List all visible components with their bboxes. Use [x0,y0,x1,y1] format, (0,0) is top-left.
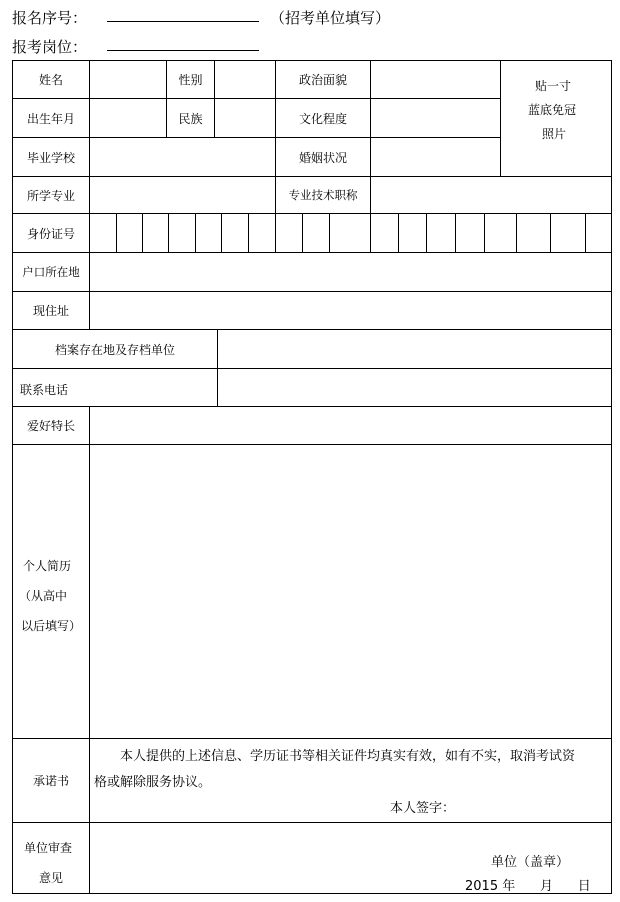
hobby-field[interactable] [90,407,611,444]
phone-label: 联系电话 [20,383,69,397]
photo-text-line3: 照片 [542,127,567,141]
resume-field[interactable] [90,445,611,738]
position-label: 报考岗位： [12,38,88,56]
name-label: 姓名 [38,73,63,87]
resume-label-line1: 个人简历 [23,559,72,573]
resume-label-line3: 以后填写） [21,619,82,633]
major-label: 所学专业 [26,188,75,203]
reg-no-field[interactable] [107,21,259,22]
signature-label: 本人签字： [390,801,456,816]
political-label: 政治面貌 [298,73,347,87]
address-field[interactable] [90,292,611,329]
resume-label [13,445,89,738]
ethnic-label: 民族 [178,111,203,126]
marital-field[interactable] [371,138,500,176]
id-number-field[interactable] [90,214,611,252]
photo-text-line2: 蓝底免冠 [528,103,577,117]
id-label: 身份证号 [26,226,75,241]
pledge-content [90,739,611,822]
marital-label: 婚姻状况 [298,150,347,165]
address-label: 现住址 [32,304,69,318]
resume-label-line2: （从高中 [19,589,68,603]
position-field[interactable] [107,50,259,51]
title-label: 专业技术职称 [288,188,358,202]
archive-field[interactable] [218,330,611,368]
education-label: 文化程度 [298,111,347,126]
date-label: 2015 年 月 日 [465,879,591,894]
hobby-label: 爱好特长 [26,419,75,433]
review-content[interactable] [90,823,611,893]
school-label: 毕业学校 [26,150,75,165]
review-label [13,823,89,893]
education-field[interactable] [371,99,500,137]
review-label-line1: 单位审查 [24,841,73,855]
name-field[interactable] [90,61,166,98]
gender-field[interactable] [215,61,275,98]
hukou-field[interactable] [90,253,611,291]
pledge-text-line2: 格或解除服务协议。 [94,775,212,790]
pledge-text-line1: 本人提供的上述信息、学历证书等相关证件均真实有效，如有不实，取消考试资 [120,749,576,764]
gender-label: 性别 [178,73,203,87]
review-label-line2: 意见 [39,871,64,885]
signature-field[interactable] [462,795,602,815]
unit-seal-label: 单位（盖章） [491,855,570,870]
political-field[interactable] [371,61,500,98]
photo-box[interactable] [501,61,611,176]
title-field[interactable] [371,177,611,213]
school-field[interactable] [90,138,275,176]
pledge-label: 承诺书 [32,774,69,788]
reg-no-note: （招考单位填写） [270,9,391,27]
birth-field[interactable] [90,99,166,137]
ethnic-field[interactable] [215,99,275,137]
birth-label: 出生年月 [26,111,75,126]
archive-label: 档案存在地及存档单位 [54,342,175,357]
reg-no-label: 报名序号： [12,9,88,27]
phone-field[interactable] [218,369,611,406]
hukou-label: 户口所在地 [22,265,80,279]
photo-text-line1: 贴一寸 [535,79,572,93]
major-field[interactable] [90,177,275,213]
